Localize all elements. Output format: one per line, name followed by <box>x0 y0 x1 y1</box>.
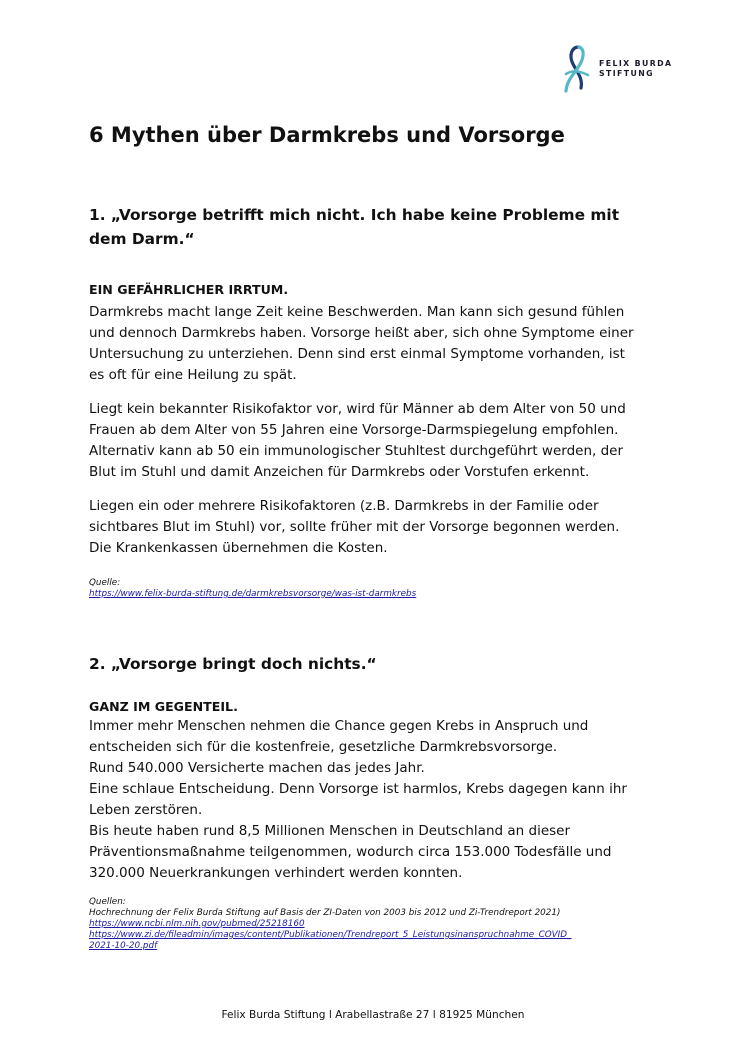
text-line: entscheiden sich für die kostenfreie, gesetzliche Darmkrebsvorsorge. <box>89 739 558 755</box>
section-1-subheading: EIN GEFÄHRLICHER IRRTUM. <box>89 282 289 297</box>
source-link[interactable]: 2021-10-20.pdf <box>89 941 158 951</box>
section-1-heading <box>89 203 669 251</box>
text-line: Rund 540.000 Versicherte machen das jedes Jahr. <box>89 760 425 776</box>
section-1-paragraph-3 <box>89 496 664 559</box>
section-1-heading-line-1: 1. „Vorsorge betrifft mich nicht. Ich habe keine Probleme mit <box>89 206 620 224</box>
section-2-subheading: GANZ IM GEGENTEIL. <box>89 699 238 714</box>
text-line: Liegt kein bekannter Risikofaktor vor, wird für Männer ab dem Alter von 50 und <box>89 401 626 417</box>
text-line: Darmkrebs macht lange Zeit keine Beschwerden. Man kann sich gesund fühlen <box>89 304 625 320</box>
source-link[interactable]: https://www.ncbi.nlm.nih.gov/pubmed/25218160 <box>89 919 305 929</box>
source-link[interactable]: https://www.felix-burda-stiftung.de/darmkrebsvorsorge/was-ist-darmkrebs <box>89 589 417 599</box>
section-1-heading-line-2: dem Darm.“ <box>89 230 195 248</box>
text-line: Untersuchung zu unterziehen. Denn sind erst einmal Symptome vorhanden, ist <box>89 346 625 362</box>
logo-line-2: STIFTUNG <box>599 69 654 78</box>
section-2-heading: 2. „Vorsorge bringt doch nichts.“ <box>89 655 377 673</box>
text-line: Eine schlaue Entscheidung. Denn Vorsorge ist harmlos, Krebs dagegen kann ihr <box>89 781 627 797</box>
text-line: es oft für eine Heilung zu spät. <box>89 367 297 383</box>
text-line: Frauen ab dem Alter von 55 Jahren eine Vorsorge-Darmspiegelung empfohlen. <box>89 422 619 438</box>
source-link[interactable]: https://www.zi.de/fileadmin/images/content/Publikationen/Trendreport_5_Leistungsinanspruchnahme_COVID_ <box>89 930 572 940</box>
section-2-sources <box>89 897 571 952</box>
text-line: Präventionsmaßnahme teilgenommen, wodurch circa 153.000 Todesfälle und <box>89 844 612 860</box>
page-footer: Felix Burda Stiftung l Arabellastraße 27 l 81925 München <box>221 1009 525 1021</box>
source-label: Quelle: <box>89 578 121 588</box>
source-note: Hochrechnung der Felix Burda Stiftung auf Basis der ZI-Daten von 2003 bis 2012 und Zi-Trendreport 2021) <box>89 908 561 918</box>
section-1-paragraph-2 <box>89 399 664 483</box>
page-title: 6 Mythen über Darmkrebs und Vorsorge <box>89 123 565 147</box>
text-line: Die Krankenkassen übernehmen die Kosten. <box>89 540 388 556</box>
text-line: Bis heute haben rund 8,5 Millionen Menschen in Deutschland an dieser <box>89 823 571 839</box>
text-line: und dennoch Darmkrebs haben. Vorsorge heißt aber, sich ohne Symptome einer <box>89 325 634 341</box>
text-line: Alternativ kann ab 50 ein immunologischer Stuhltest durchgeführt werden, der <box>89 443 624 459</box>
text-line: Blut im Stuhl und damit Anzeichen für Darmkrebs oder Vorstufen erkennt. <box>89 464 590 480</box>
text-line: 320.000 Neuerkrankungen verhindert werden konnten. <box>89 865 463 881</box>
text-line: sichtbares Blut im Stuhl) vor, sollte früher mit der Vorsorge begonnen werden. <box>89 519 620 535</box>
section-2-paragraph <box>89 716 664 884</box>
logo-line-1: FELIX BURDA <box>599 59 673 68</box>
foundation-logo <box>562 44 692 96</box>
text-line: Liegen ein oder mehrere Risikofaktoren (z.B. Darmkrebs in der Familie oder <box>89 498 599 514</box>
section-1-paragraph-1 <box>89 302 664 386</box>
logo-wordmark <box>599 59 672 79</box>
ribbon-icon <box>562 44 592 96</box>
text-line: Leben zerstören. <box>89 802 203 818</box>
source-label: Quellen: <box>89 897 126 907</box>
section-1-source <box>89 578 416 600</box>
text-line: Immer mehr Menschen nehmen die Chance gegen Krebs in Anspruch und <box>89 718 589 734</box>
